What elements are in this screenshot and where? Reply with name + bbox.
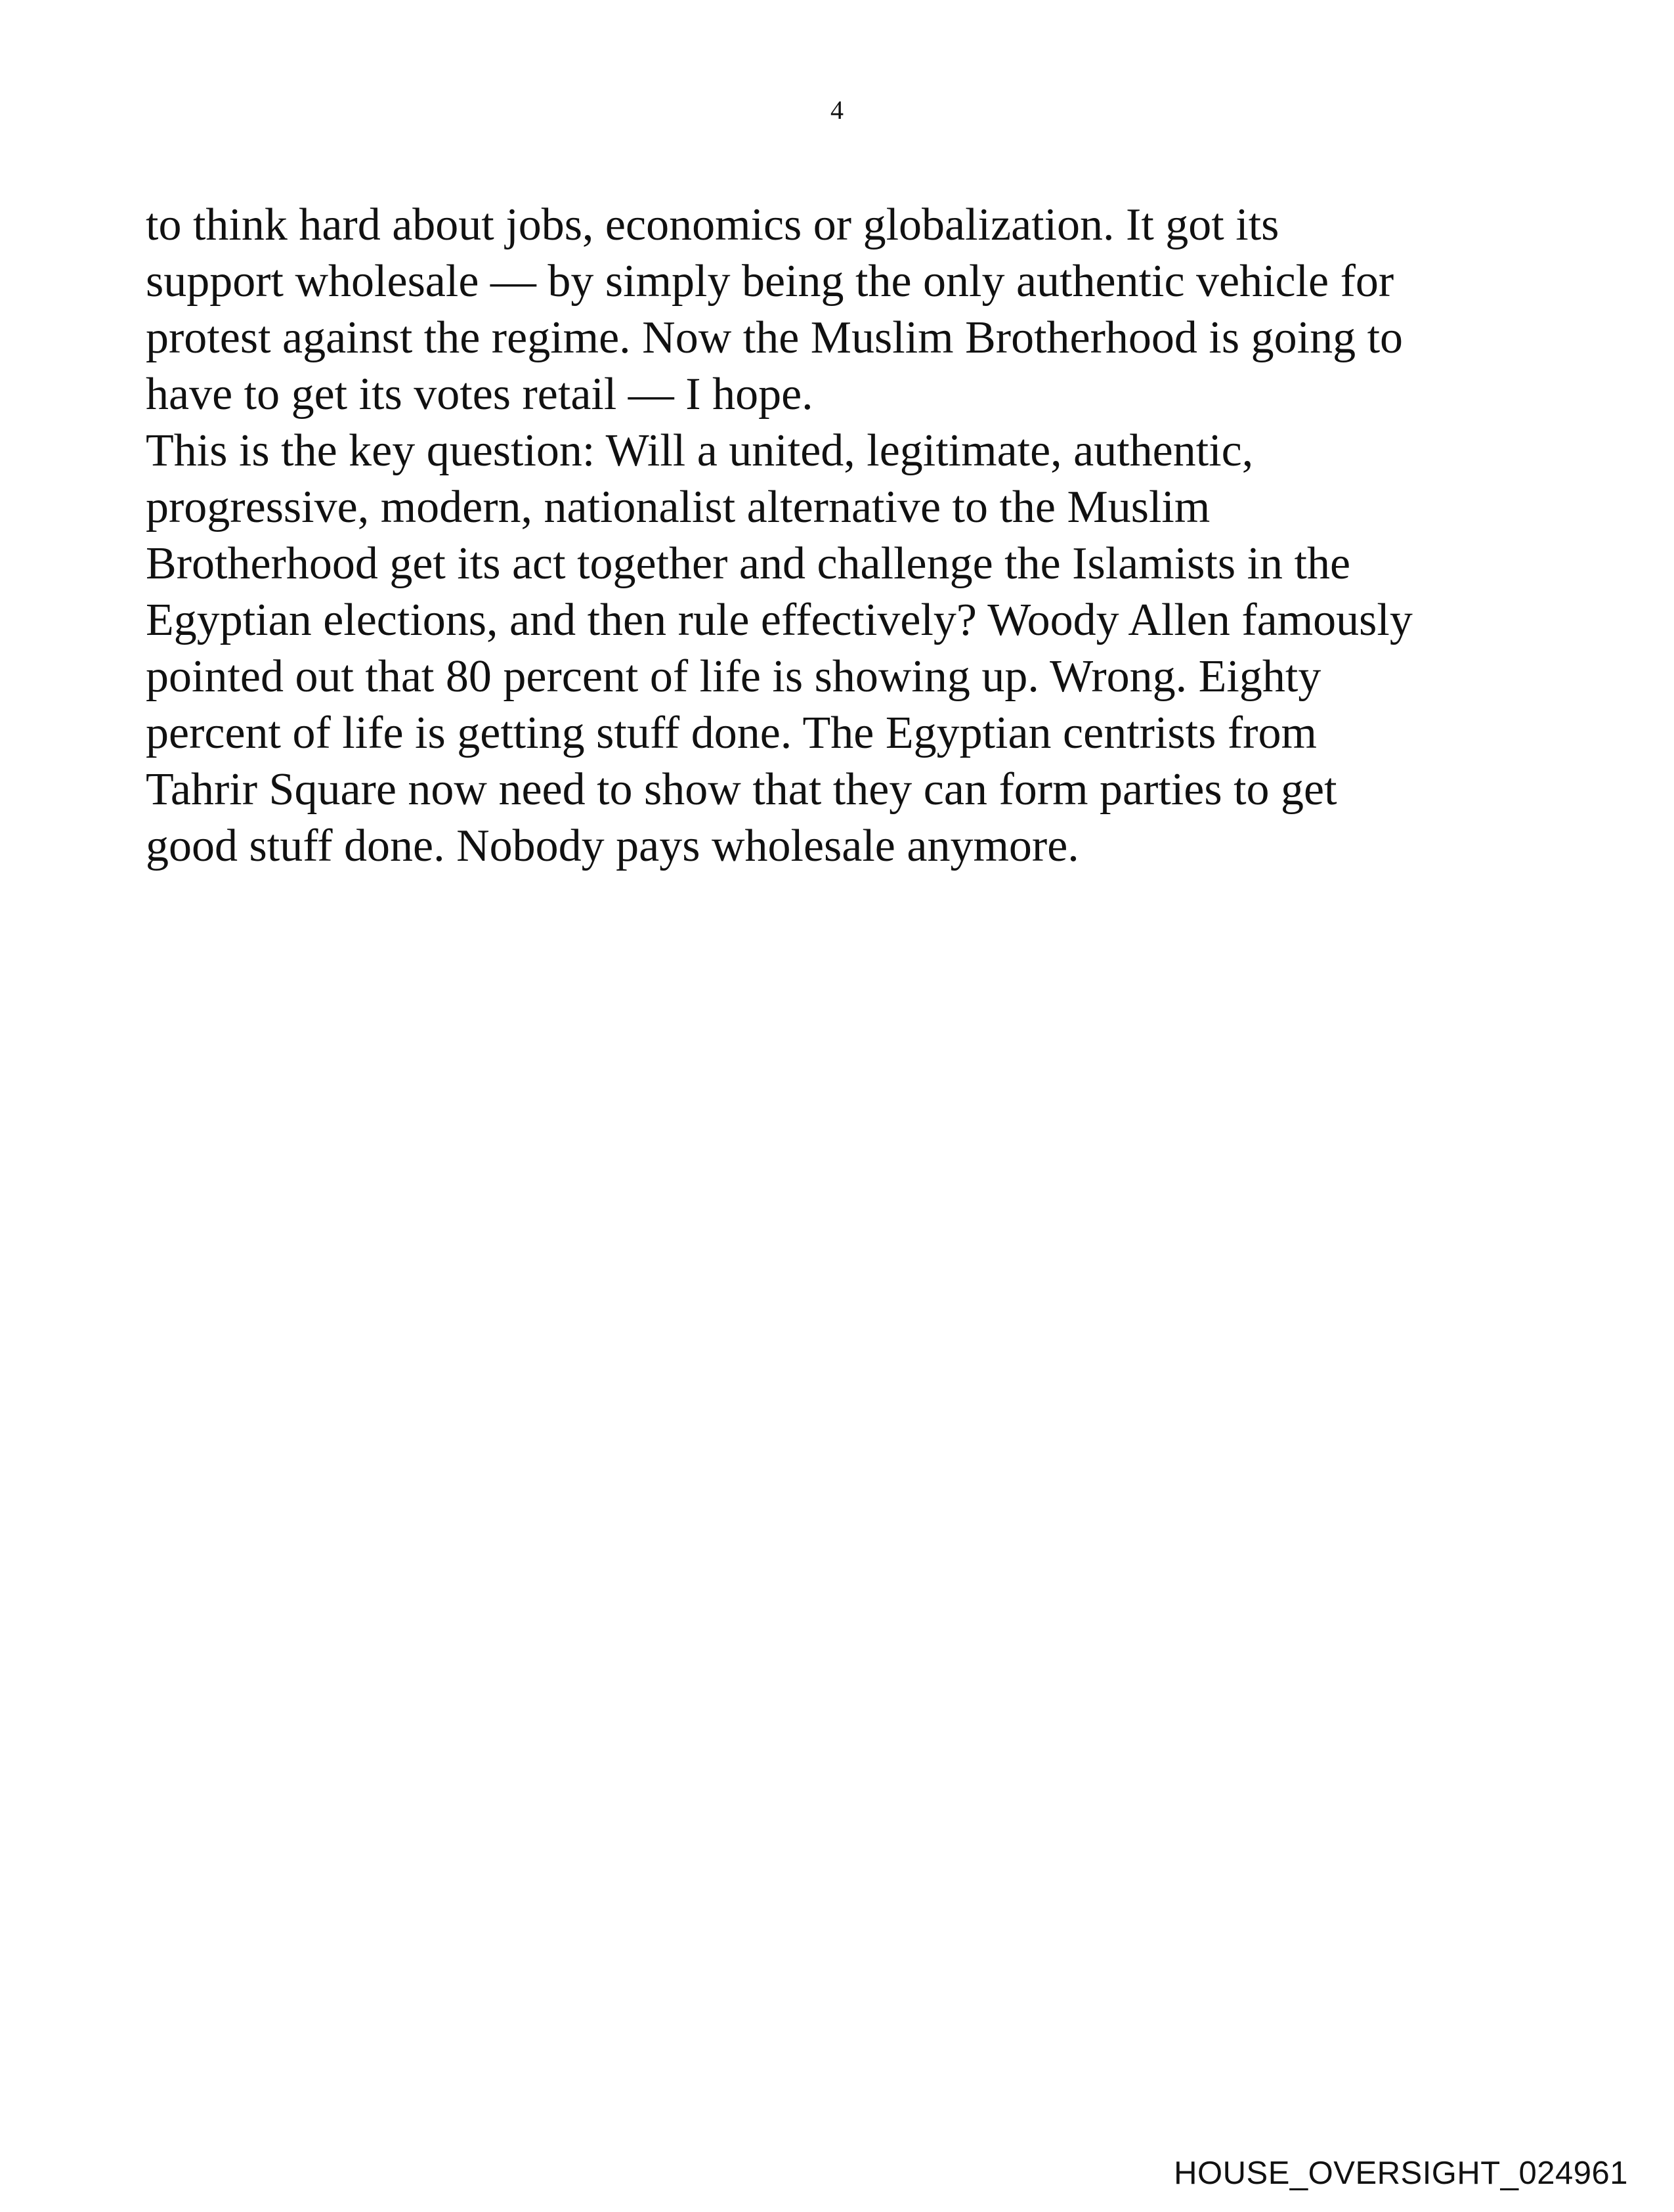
text-line: Brotherhood get its act together and challenge the Islamists in the: [146, 538, 1351, 589]
body-text: [146, 197, 1557, 875]
text-line: support wholesale — by simply being the only authentic vehicle for: [146, 256, 1394, 307]
text-line: protest against the regime. Now the Muslim Brotherhood is going to: [146, 313, 1404, 363]
text-line: Tahrir Square now need to show that they can form parties to get: [146, 764, 1337, 815]
text-line: This is the key question: Will a united, legitimate, authentic,: [146, 425, 1254, 476]
text-line: to think hard about jobs, economics or globalization. It got its: [146, 200, 1279, 250]
text-line: percent of life is getting stuff done. The Egyptian centrists from: [146, 708, 1317, 758]
text-line: progressive, modern, nationalist alternative to the Muslim: [146, 482, 1211, 532]
footer-document-id: HOUSE_OVERSIGHT_024961: [1174, 2156, 1628, 2191]
text-line: have to get its votes retail — I hope.: [146, 369, 813, 420]
text-line: Egyptian elections, and then rule effectively? Woody Allen famously: [146, 595, 1413, 645]
paragraph-2: [146, 423, 1557, 875]
text-line: good stuff done. Nobody pays wholesale anymore.: [146, 821, 1079, 871]
paragraph-1: [146, 197, 1557, 423]
page-number: 4: [830, 95, 844, 125]
text-line: pointed out that 80 percent of life is showing up. Wrong. Eighty: [146, 651, 1321, 702]
